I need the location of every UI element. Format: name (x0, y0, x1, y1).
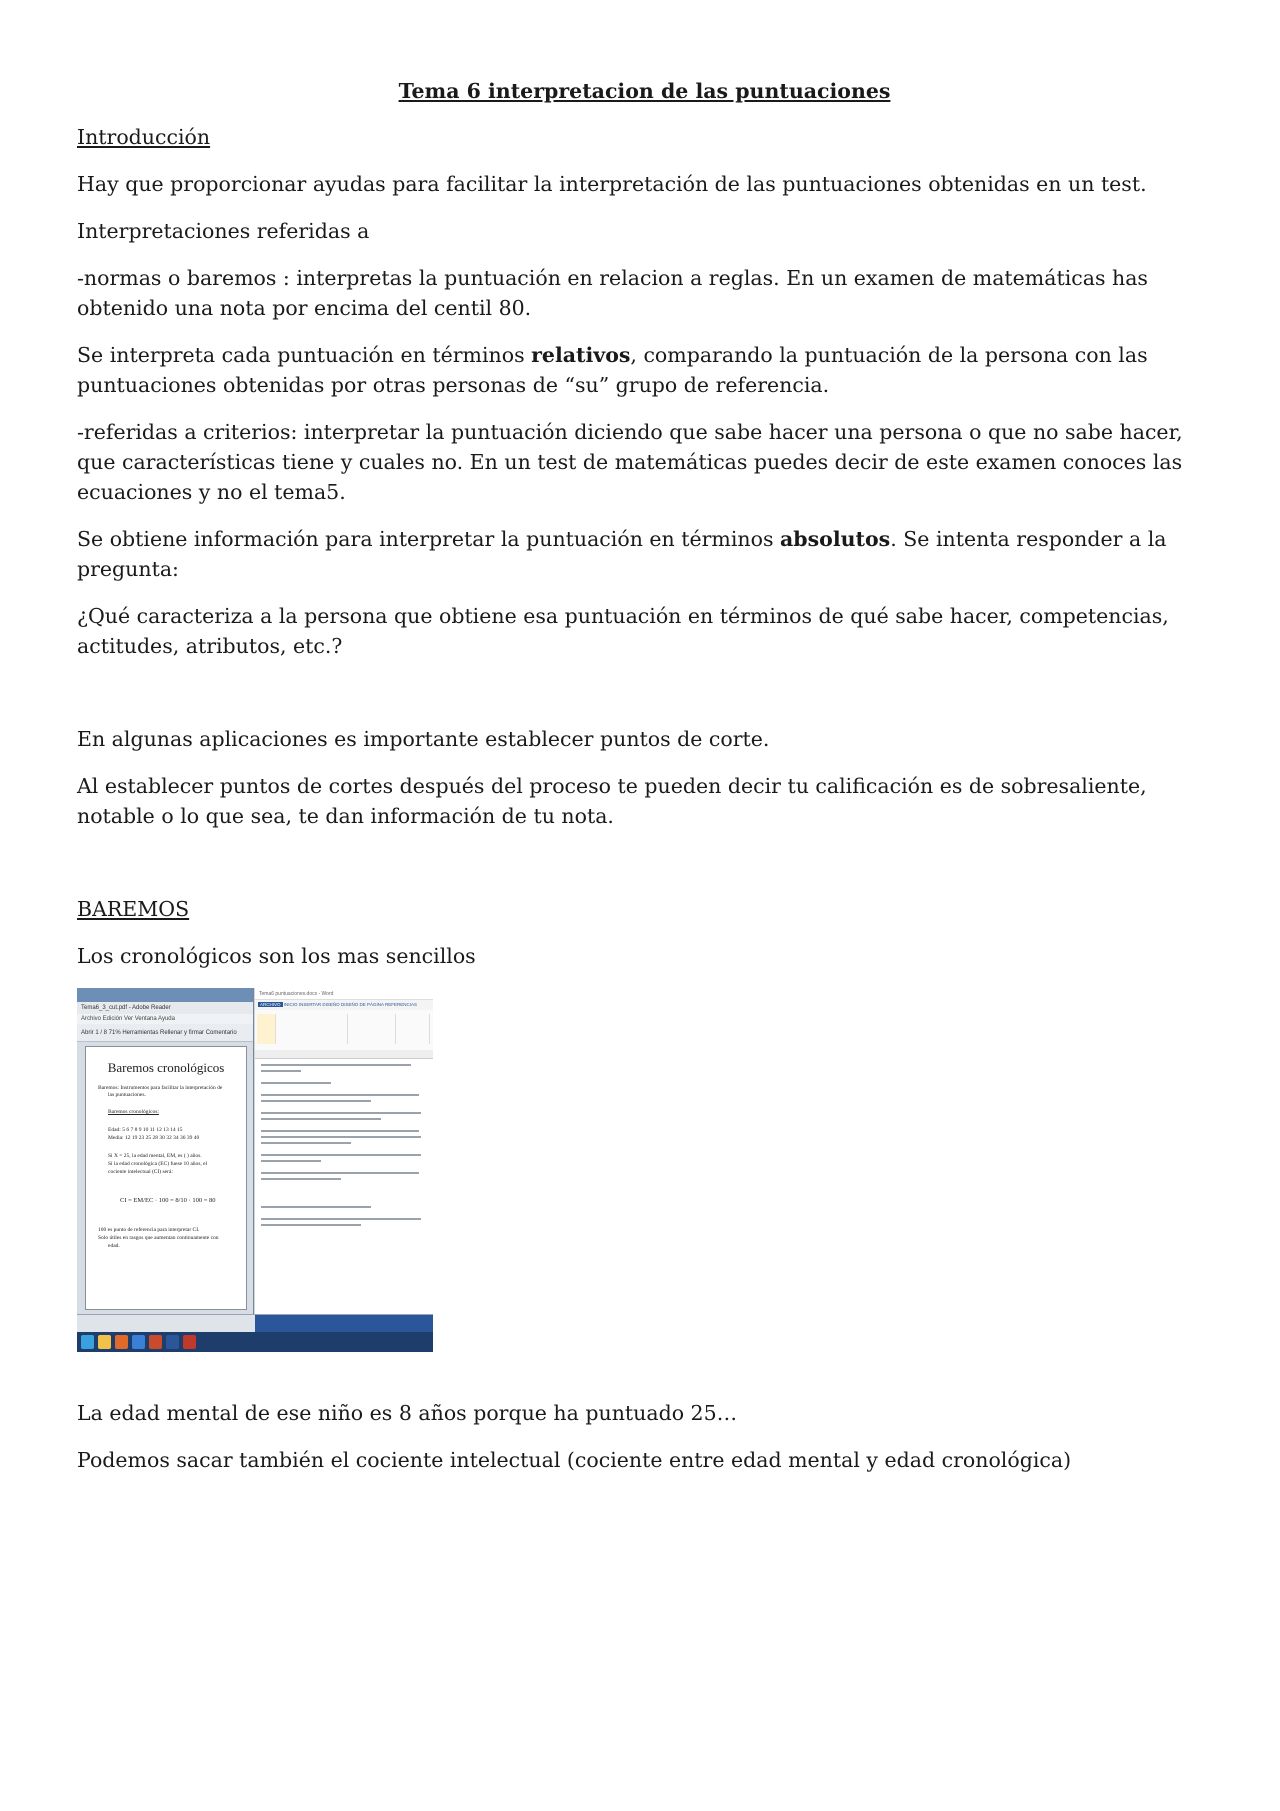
pdf-line: Baremos cronológicos: (108, 1109, 159, 1115)
intro-heading: Introducción (77, 125, 211, 149)
text-line (261, 1070, 301, 1072)
text-line (261, 1224, 361, 1226)
paragraph-4 (77, 340, 1212, 400)
text-line (261, 1142, 351, 1144)
reader-toolbar: Abrir 1 / 8 71% Herramientas Rellenar y firmar Comentario (77, 1024, 253, 1042)
word-icon (166, 1335, 179, 1349)
word-tab: DISEÑO (322, 1002, 340, 1007)
office-icon (149, 1335, 162, 1349)
paragraph-6-end: . Se intenta responder a la pregunta: (77, 527, 1167, 581)
word-tab: DISEÑO DE PÁGINA (340, 1002, 384, 1007)
start-icon (81, 1335, 94, 1349)
paragraph-6-start: Se obtiene información para interpretar la puntuación en términos (77, 527, 781, 551)
font-group (277, 1014, 348, 1044)
word-document (261, 1060, 427, 1310)
paragraph-8: En algunas aplicaciones es importante establecer puntos de corte. (77, 727, 770, 751)
text-line (261, 1206, 371, 1208)
paste-icon (257, 1014, 276, 1044)
text-line (261, 1100, 371, 1102)
pdf-line: cociente intelectual (CI) será: (108, 1169, 173, 1175)
text-line (261, 1112, 421, 1114)
paragraph-4-end: , comparando la puntuación de la persona con las puntuaciones obtenidas por otras personas de “su” grupo de referencia. (77, 343, 1148, 397)
text-line (261, 1130, 419, 1132)
pdf-formula: CI = EM/EC · 100 = 8/10 · 100 = 80 (120, 1197, 216, 1204)
text-line (261, 1154, 421, 1156)
pdf-icon (183, 1335, 196, 1349)
text-line (261, 1178, 341, 1180)
word-tab: INSERTAR (298, 1002, 322, 1007)
paragraph-7: ¿Qué caracteriza a la persona que obtiene esa puntuación en términos de qué sabe hacer, competencias, actitudes, atributos, etc.? (77, 604, 1169, 658)
spacer (77, 848, 1212, 894)
pdf-line: Solo útiles en rasgos que aumentan continuamente con (98, 1235, 219, 1241)
baremos-heading: BAREMOS (77, 897, 190, 921)
pdf-heading: Baremos cronológicos (107, 1060, 225, 1075)
pdf-line: Baremos: Instrumentos para facilitar la interpretación de (98, 1085, 223, 1091)
paragraph-5: -referidas a criterios: interpretar la puntuación diciendo que sabe hacer una persona o que no sabe hacer, que características tiene y cuales no. En un test de matemáticas puedes decir de este examen conoces las ecuaciones y no el tema5. (77, 420, 1183, 504)
media-icon (115, 1335, 128, 1349)
paragraph-6 (77, 524, 1212, 584)
paragraph-11: La edad mental de ese niño es 8 años porque ha puntuado 25… (77, 1401, 738, 1425)
folder-icon (98, 1335, 111, 1349)
text-line (261, 1136, 421, 1138)
word-tab: REFERENCIAS (384, 1002, 417, 1007)
pdf-line: edad. (108, 1243, 120, 1249)
pdf-line: Si la edad cronológica (EC) fuese 10 años, el (108, 1161, 208, 1167)
word-tab: INICIO (283, 1002, 298, 1007)
paragraph-2: Interpretaciones referidas a (77, 219, 370, 243)
document-title: Tema 6 interpretacion de las puntuaciones (398, 79, 891, 103)
word-title: Tema6 puntuaciones.docx - Word (255, 988, 433, 1000)
embedded-screenshot (77, 988, 433, 1352)
paragraph-10: Los cronológicos son los mas sencillos (77, 944, 476, 968)
word-status-bar (255, 1315, 433, 1333)
paragraph-1: Hay que proporcionar ayudas para facilitar la interpretación de las puntuaciones obtenidas en un test. (77, 172, 1147, 196)
paragraph-12: Podemos sacar también el cociente intelectual (cociente entre edad mental y edad cronológica) (77, 1448, 1072, 1472)
paragraph-6-bold: absolutos (780, 527, 891, 551)
reader-menu: Archivo Edición Ver Ventana Ayuda (77, 1014, 253, 1024)
text-line (261, 1064, 411, 1066)
paragraph-4-bold: relativos (531, 343, 631, 367)
paragraph-group (349, 1014, 396, 1044)
text-line (261, 1082, 331, 1084)
word-tab: ARCHIVO (260, 1002, 281, 1007)
paragraph-9: Al establecer puntos de cortes después del proceso te pueden decir tu calificación es de sobresaliente, notable o lo que sea, te dan información de tu nota. (77, 774, 1147, 828)
styles-group (397, 1014, 430, 1044)
pdf-line: las puntuaciones. (108, 1092, 146, 1098)
paragraph-3: -normas o baremos : interpretas la puntuación en relacion a reglas. En un examen de matemáticas has obtenido una nota por encima del centil 80. (77, 266, 1148, 320)
pdf-line: 100 es punto de referencia para interpretar CI. (98, 1227, 200, 1233)
paragraph-4-start: Se interpreta cada puntuación en términos (77, 343, 532, 367)
reader-title: Tema6_3_cut.pdf - Adobe Reader (77, 1002, 253, 1014)
text-line (261, 1218, 421, 1220)
word-ruler (255, 1050, 433, 1059)
spacer (77, 678, 1212, 724)
reader-titlebar (77, 988, 253, 1002)
status-bar (77, 1314, 433, 1333)
text-line (261, 1094, 419, 1096)
pdf-line: Si X = 25, la edad mental, EM, es ( ) años. (108, 1153, 202, 1159)
ie-icon (132, 1335, 145, 1349)
taskbar (77, 1332, 433, 1352)
pdf-page (85, 1046, 247, 1310)
pdf-line: Edad: 5 6 7 8 9 10 11 12 13 14 15 (108, 1127, 183, 1133)
word-window (255, 988, 433, 1314)
text-line (261, 1172, 419, 1174)
pdf-reader-window (77, 988, 254, 1314)
word-tabs (255, 1000, 433, 1010)
text-line (261, 1118, 381, 1120)
document-page (77, 76, 1212, 1492)
pdf-line: Media: 12 19 23 25 28 30 32 34 36 39 40 (108, 1135, 200, 1141)
text-line (261, 1160, 321, 1162)
word-ribbon (255, 1010, 433, 1051)
